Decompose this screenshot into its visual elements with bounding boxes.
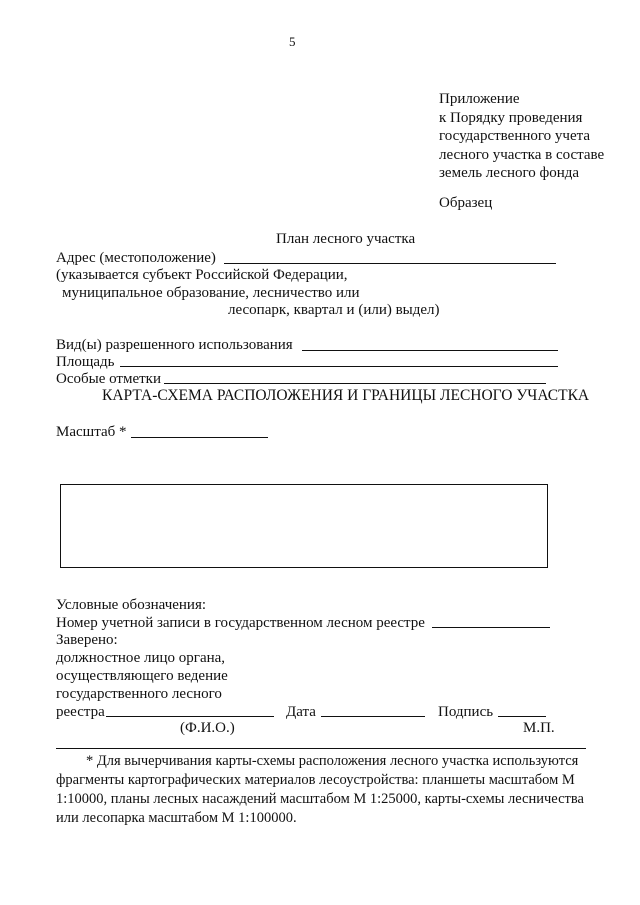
use-type-field-line[interactable] — [302, 350, 558, 351]
official-line: реестра — [56, 704, 105, 720]
registry-number-field-line[interactable] — [432, 627, 550, 628]
appendix-line: государственного учета — [439, 128, 591, 144]
appendix-line: к Порядку проведения — [439, 109, 583, 126]
scale-label: Масштаб * — [56, 424, 127, 440]
footnote-line: 1:10000, планы лесных насаждений масштабом М 1:25000, карты-схемы лесничества — [56, 791, 584, 807]
address-label: Адрес (местоположение) — [56, 250, 216, 266]
fio-caption: (Ф.И.О.) — [180, 720, 235, 736]
footnote-separator — [56, 748, 586, 749]
official-line: осуществляющего ведение — [56, 668, 228, 684]
address-note-line: (указывается субъект Российской Федерации, — [56, 267, 348, 283]
appendix-block — [439, 90, 604, 183]
footnote-line: или лесопарка масштабом М 1:100000. — [56, 810, 297, 826]
appendix-line: лесного участка в составе — [439, 146, 605, 163]
official-line: должностное лицо органа, — [56, 650, 226, 666]
stamp-label: М.П. — [523, 720, 555, 736]
fio-field-line[interactable] — [106, 716, 274, 717]
certified-label: Заверено: — [56, 632, 118, 648]
address-note-line: лесопарк, квартал и (или) выдел) — [228, 302, 440, 318]
appendix-line: Приложение — [439, 91, 520, 107]
use-type-label: Вид(ы) разрешенного использования — [56, 337, 293, 353]
area-label: Площадь — [56, 354, 115, 370]
date-field-line[interactable] — [321, 716, 425, 717]
address-note-line: муниципальное образование, лесничество или — [62, 285, 360, 301]
address-field-line[interactable] — [224, 263, 556, 264]
date-label: Дата — [286, 704, 316, 720]
scale-field-line[interactable] — [131, 437, 268, 438]
footnote-line: * Для вычерчивания карты-схемы расположения лесного участка используются — [86, 753, 579, 769]
signature-label: Подпись — [438, 704, 494, 720]
special-marks-field-line[interactable] — [164, 383, 546, 384]
map-schema-frame — [60, 484, 548, 568]
area-field-line[interactable] — [120, 366, 558, 367]
registry-number-label: Номер учетной записи в государственном лесном реестре — [56, 615, 425, 631]
special-marks-label: Особые отметки — [56, 371, 161, 387]
sample-label: Образец — [439, 195, 493, 211]
map-title: КАРТА-СХЕМА РАСПОЛОЖЕНИЯ И ГРАНИЦЫ ЛЕСНОГО УЧАСТКА — [102, 387, 590, 404]
legend-label: Условные обозначения: — [56, 597, 207, 613]
page-number: 5 — [289, 34, 296, 49]
signature-field-line[interactable] — [498, 716, 546, 717]
official-line: государственного лесного — [56, 686, 222, 702]
footnote-line: фрагменты картографических материалов лесоустройства: планшеты масштабом М — [56, 772, 575, 788]
appendix-line: земель лесного фонда — [439, 165, 580, 181]
plan-title: План лесного участка — [276, 231, 416, 247]
